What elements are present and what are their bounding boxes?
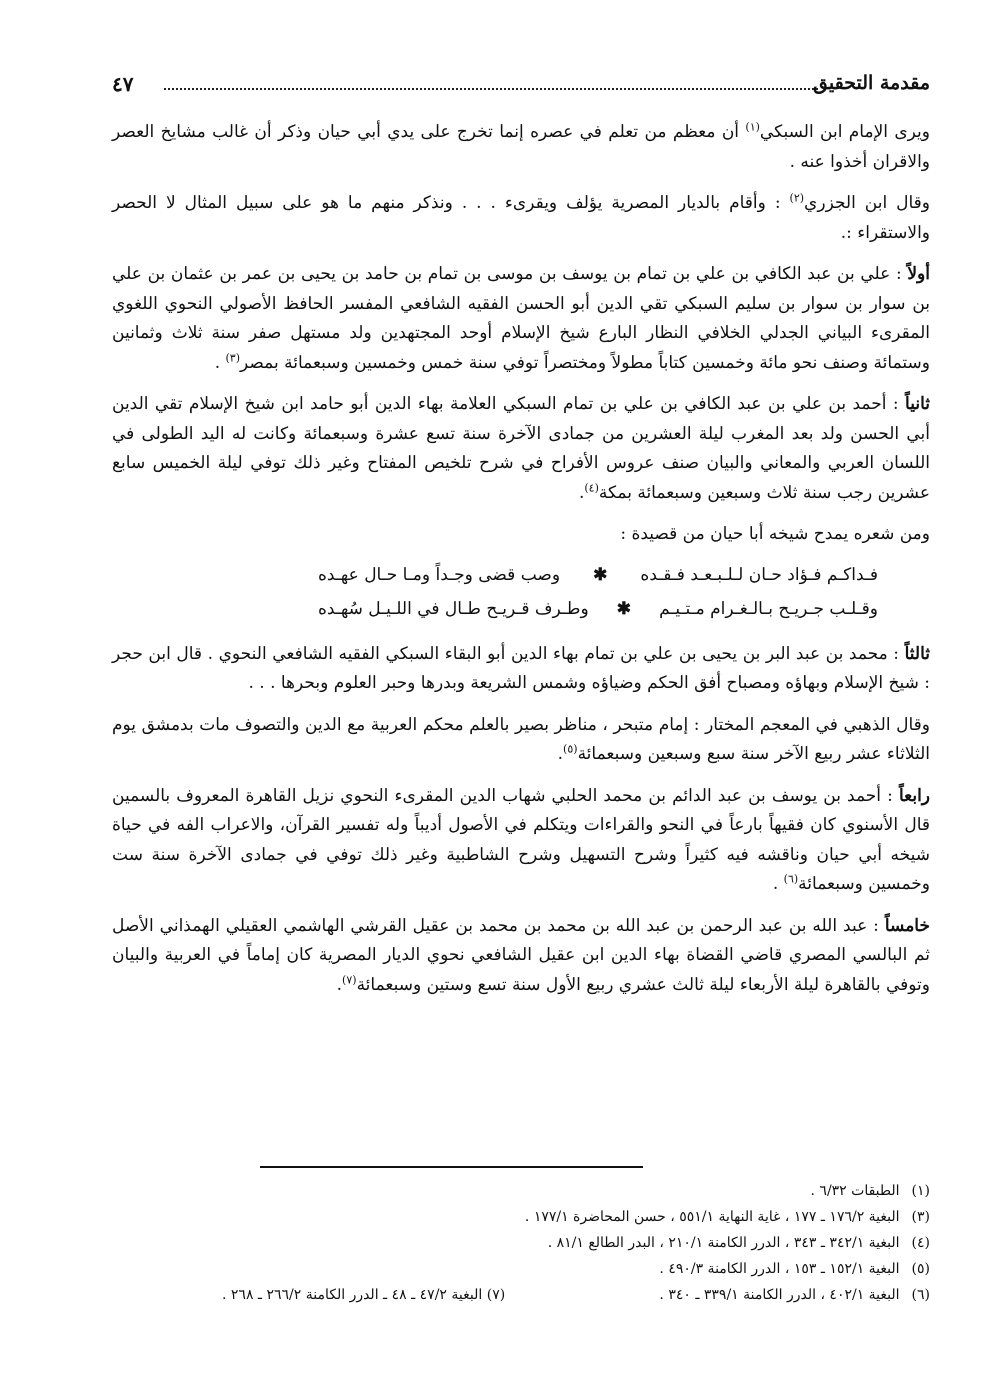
footnote-text: البغية ٤٠٢/١ ، الدرر الكامنة ٣٣٩/١ ـ ٣٤٠ . — [659, 1287, 900, 1303]
footnote-ref: (٧) — [342, 972, 357, 986]
footnote-number: (٧) — [486, 1287, 506, 1303]
poem-verse — [318, 558, 878, 592]
poem-verse — [318, 592, 878, 626]
footnote-ref: (٦) — [783, 872, 799, 886]
footnotes — [112, 1178, 930, 1308]
footnote-text: البغية ١٧٦/٢ ـ ١٧٧ ، غاية النهاية ٥٥١/١ ، حسن المحاضرة ١٧٧/١ . — [524, 1209, 900, 1225]
footnote-ref: (٣) — [225, 350, 241, 364]
section-lead: رابعاً — [898, 785, 930, 806]
verse-first-hemistich: فـداكـم فـؤاد حـان لـلـبـعـد فـقـده — [640, 564, 878, 585]
paragraph-text: . — [578, 482, 585, 503]
paragraph-text: : علي بن عبد الكافي بن علي بن تمام بن يوسف بن موسى بن تمام بن حامد بن يحيى بن عمر بن عثمان بن علي بن سوار بن سوار بن سليم السبكي تقي الدين أبو الحسن الفقيه الشافعي المفسر الحافظ الأصولي النحوي اللغوي المقرىء البياني الجدلي الخلافي النظار البارع شيخ الإسلام أوحد المجتهدين ولد مستهل صفر سنة ثلاث وثمانين وستمائة وصنف نحو مائة وخمسين كتاباً مطولاً ومختصراً توفي سنة خمس وخمسين وسبعمائة بمصر — [112, 264, 930, 373]
paragraph — [112, 782, 930, 900]
footnote-ref: (٢) — [789, 191, 805, 205]
footnote-side — [222, 1282, 505, 1308]
page-number: ٤٧ — [112, 72, 134, 96]
paragraph-text: ومن شعره يمدح شيخه أبا حيان من قصيدة : — [620, 524, 930, 544]
main-text — [112, 118, 930, 1012]
paragraph-text: : محمد بن عبد البر بن يحيى بن علي بن تمام بهاء الدين أبو البقاء السبكي الفقيه الشافعي النحوي . قال ابن حجر : شيخ الإسلام وبهاؤه ومصباح أفق الحكم وضياؤه وشمس الشريعة وبدرها وحبر العلوم وبحرها . . . — [112, 643, 930, 693]
paragraph — [112, 390, 930, 508]
paragraph — [112, 520, 930, 550]
paragraph — [112, 118, 930, 177]
verse-second-hemistich: وصب قضى وجـداً ومـا حـال عهـده — [318, 564, 561, 585]
footnote-separator — [260, 1166, 643, 1168]
footnote — [112, 1230, 930, 1256]
footnote-ref: (٥) — [563, 742, 578, 756]
section-lead: خامساً — [884, 915, 930, 936]
paragraph — [112, 711, 930, 770]
paragraph-text: ويرى الإمام ابن السبكي — [759, 122, 930, 142]
paragraph-text: . — [214, 352, 226, 373]
paragraph — [112, 260, 930, 378]
header-title: مقدمة التحقيق — [813, 72, 930, 94]
footnote — [112, 1256, 930, 1282]
paragraph-text: . — [557, 744, 564, 764]
footnote-number: (٥) — [911, 1261, 930, 1277]
section-lead: ثانياً — [905, 394, 930, 414]
paragraph-text: : وأقام بالديار المصرية يؤلف ويقرىء . . . ونذكر منهم ما هو على سبيل المثال لا الحصر والاستقراء :. — [112, 193, 930, 243]
paragraph-text: . — [336, 974, 343, 995]
footnote — [112, 1282, 930, 1308]
verse-separator-star: ✱ — [616, 598, 632, 619]
footnote — [112, 1204, 930, 1230]
verse-first-hemistich: وقـلـب جـريـح بـالـغـرام مـتـيـم — [659, 598, 878, 619]
section-lead: ثالثاً — [904, 643, 930, 664]
poem — [318, 558, 930, 626]
footnote-number: (٦) — [911, 1287, 930, 1303]
footnote-text: البغية ١٥٢/١ ـ ١٥٣ ، الدرر الكامنة ٤٩٠/٣ . — [659, 1261, 900, 1277]
paragraph-text: : عبد الله بن عبد الرحمن بن عبد الله بن محمد بن محمد بن عقيل القرشي الهاشمي العقيلي الهمذاني الأصل ثم البالسي المصري قاضي القضاة بهاء الدين ابن عقيل الشافعي نحوي الديار المصرية كان إماماً في العربية والبيان وتوفي بالقاهرة ليلة الأربعاء ليلة ثالث عشري ربيع الأول سنة تسع وستين وسبعمائة — [112, 915, 930, 995]
footnote — [112, 1178, 930, 1204]
header-dot-leader — [164, 88, 818, 90]
footnote-ref: (٤) — [584, 480, 599, 494]
footnote-number: (١) — [911, 1183, 930, 1199]
paragraph-text: وقال الذهبي في المعجم المختار : إمام متبحر ، مناظر بصير بالعلم محكم العربية مع الدين والتصوف مات بدمشق يوم الثلاثاء عشر ربيع الآخر سنة سبع وسبعين وسبعمائة — [112, 714, 930, 764]
paragraph — [112, 189, 930, 248]
paragraph — [112, 640, 930, 699]
footnote-number: (٤) — [911, 1235, 930, 1251]
footnote-number: (٣) — [911, 1209, 930, 1225]
footnote-text: الطبقات ٦/٣٢ . — [810, 1183, 900, 1199]
footnote-text: البغية ٤٧/٢ ـ ٤٨ ـ الدرر الكامنة ٢٦٦/٢ ـ ٢٦٨ . — [222, 1287, 483, 1303]
running-header — [112, 72, 930, 104]
paragraph-text: : أحمد بن علي بن عبد الكافي بن علي بن تمام السبكي العلامة بهاء الدين أبو حامد ابن شيخ الإسلام تقي الدين أبي الحسن ولد بعد المغرب ليلة العشرين من جمادى الآخرة سنة تسع عشرة وسبعمائة وكانت له اليد الطولى في اللسان العربي والمعاني والبيان صنف عروس الأفراح في شرح تلخيص المفتاح وغير ذلك توفي ليلة الخميس سابع عشرين رجب سنة ثلاث وسبعين وسبعمائة بمكة — [112, 394, 930, 503]
paragraph-text: أن معظم من تعلم في عصره إنما تخرج على يدي أبي حيان وذكر أن غالب مشايخ العصر والاقران أخذوا عنه . — [112, 122, 930, 172]
verse-second-hemistich: وطـرف قـريـح طـال في اللـيـل سُهـده — [318, 598, 589, 619]
paragraph-text: . — [772, 874, 784, 894]
section-lead: أولاً — [907, 264, 930, 284]
paragraph-text: : أحمد بن يوسف بن عبد الدائم بن محمد الحلبي شهاب الدين المقرىء النحوي نزيل القاهرة المعروف بالسمين قال الأسنوي كان فقيهاً بارعاً في النحو والقراءات ويتكلم في الأصول أديباً وله تفسير القرآن، والاعراب الفه في حياة شيخه أبي حيان وناقشه فيه كثيراً وشرح التسهيل وشرح الشاطبية وغير ذلك توفي في جمادى الآخرة سنة ست وخمسين وسبعمائة — [112, 785, 930, 894]
paragraph-text: وقال ابن الجزري — [804, 193, 931, 213]
footnote-text: البغية ٣٤٢/١ ـ ٣٤٣ ، الدرر الكامنة ٢١٠/١ ، البدر الطالع ٨١/١ . — [547, 1235, 900, 1251]
footnote-ref: (١) — [745, 120, 760, 134]
paragraph — [112, 912, 930, 1001]
verse-separator-star: ✱ — [593, 564, 608, 585]
